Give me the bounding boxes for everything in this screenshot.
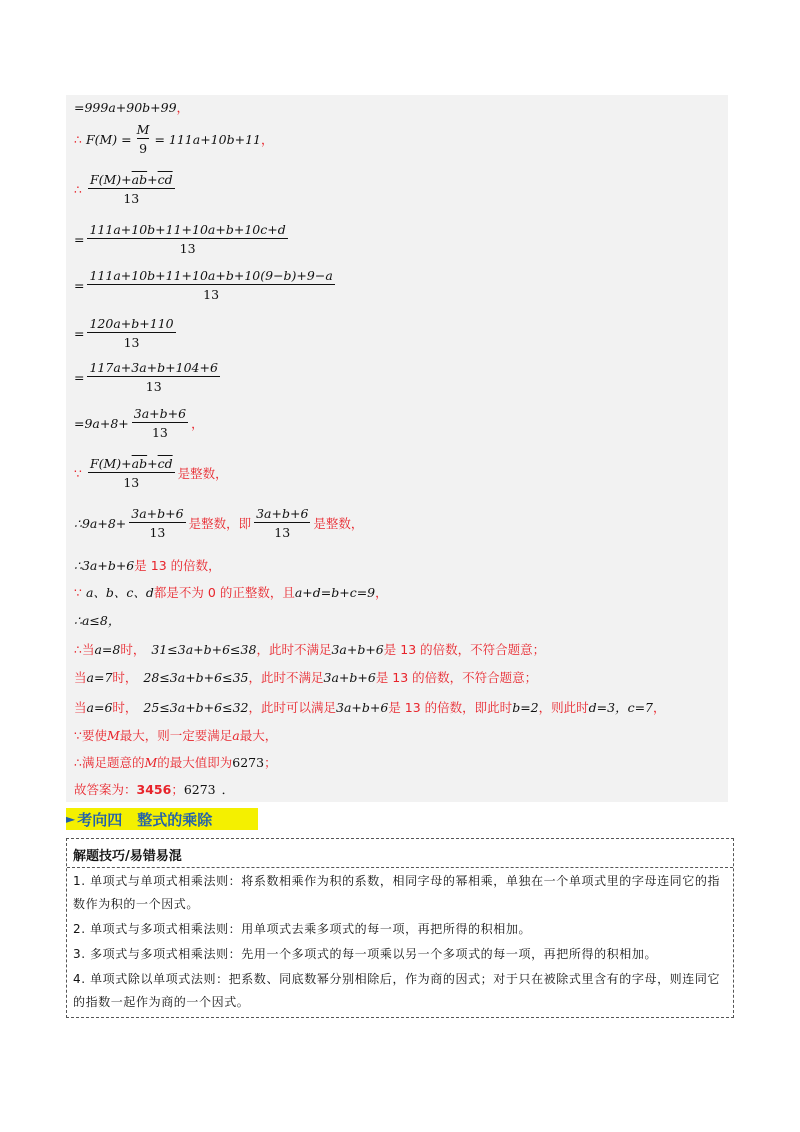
- fraction: $\frac{3a+b+6}{13}$: [133, 406, 187, 440]
- fraction: $\frac{111a+10b+11+10a+b+10c+d}{13}$: [89, 222, 286, 256]
- divider: [67, 867, 733, 868]
- therefore-symbol: ∴: [74, 181, 82, 197]
- equation: =999a+90b+99: [74, 99, 177, 115]
- solution-line-8: =9a+8+ $\frac{3a+b+6}{13}$ ，: [74, 406, 204, 440]
- solution-line-9: ∵ $\frac{F(M)+\overline{ab}+\overline{cd}}{13}$ 是整数，: [74, 456, 228, 490]
- triangle-arrow-icon: ►: [66, 812, 76, 826]
- equation: = 111a+10b+11: [154, 131, 261, 147]
- solution-line-1: [74, 98, 189, 116]
- solution-line-6: = $\frac{120a+b+110}{13}$: [74, 316, 174, 350]
- fraction: $\frac{F(M)+\overline{ab}+\overline{cd}}{13}$: [89, 456, 173, 490]
- fraction: $\frac{M}{9}$: [136, 122, 150, 156]
- solution-line-10: ∴9a+8+ $\frac{3a+b+6}{13}$ 是整数，即 $\frac{3a+b+6}{13}$ 是整数，: [74, 506, 364, 540]
- punctuation: ，: [260, 132, 274, 147]
- solution-line-4: = $\frac{111a+10b+11+10a+b+10c+d}{13}$: [74, 222, 286, 256]
- answer-1: 3456: [136, 781, 172, 797]
- tip-item: 4. 单项式除以单项式法则：把系数、同底数幂分别相除后，作为商的因式；对于只在被除式里含有的字母，则连同它的指数一起作为商的一个因式。: [73, 972, 721, 1009]
- fraction: $\frac{120a+b+110}{13}$: [89, 316, 174, 350]
- because-symbol: ∵: [74, 465, 82, 481]
- tip-item: 2. 单项式与多项式相乘法则：用单项式去乘多项式的每一项，再把所得的积相加。: [73, 922, 532, 936]
- solution-line-15: 当 a=7 时， 28≤3a+b+6≤35 ，此时不满足 3a+b+6 是 13 的倍数，不符合题意；: [74, 669, 538, 685]
- heading-title: 考向四 整式的乘除: [77, 810, 213, 829]
- tips-box: [66, 838, 734, 1018]
- solution-line-13: ∴a≤8，: [74, 613, 121, 628]
- tip-item: 3. 多项式与多项式相乘法则：先用一个多项式的每一项乘以另一个多项式的每一项，再把所得的积相加。: [73, 947, 658, 961]
- solution-line-18: ∴满足题意的 M 的最大值即为 6273 ；: [74, 754, 277, 770]
- solution-line-5: = $\frac{111a+10b+11+10a+b+10(9-b)+9-a}{13}$: [74, 268, 333, 302]
- answer-2: 6273: [183, 781, 216, 797]
- solution-line-3: [74, 172, 178, 206]
- solution-line-14: ∴当 a=8 时， 31≤3a+b+6≤38 ，此时不满足 3a+b+6 是 13 的倍数，不符合题意；: [74, 641, 546, 657]
- solution-line-19: 故答案为： 3456 ； 6273 ．: [74, 781, 235, 797]
- therefore-symbol: ∴: [74, 131, 82, 147]
- solution-line-12: ∵ a、b、c、d 都是不为 0 的正整数，且 a+d=b+c=9 ，: [74, 584, 388, 600]
- solution-line-16: 当 a=6 时， 25≤3a+b+6≤32 ，此时可以满足 3a+b+6 是 13 的倍数，即此时 b=2 ，则此时 d=3，c=7 ，: [74, 699, 666, 715]
- fraction: $\frac{117a+3a+b+104+6}{13}$: [89, 360, 218, 394]
- fraction: $\frac{F(M)+\overline{ab}+\overline{cd}}{13}$: [89, 172, 173, 206]
- equation: F(M) =: [85, 131, 132, 147]
- solution-line-2: [74, 122, 274, 156]
- fraction: $\frac{111a+10b+11+10a+b+10(9-b)+9-a}{13}$: [89, 268, 333, 302]
- solution-line-11: ∴3a+b+6 是 13 的倍数，: [74, 557, 221, 573]
- solution-line-17: ∵要使 M 最大，则一定要满足 a 最大，: [74, 727, 278, 743]
- tips-title: 解题技巧/易错易混: [73, 849, 182, 864]
- fraction: $\frac{3a+b+6}{13}$: [256, 506, 309, 540]
- punctuation: ，: [176, 100, 190, 115]
- solution-line-7: = $\frac{117a+3a+b+104+6}{13}$: [74, 360, 218, 394]
- tip-item: 1. 单项式与单项式相乘法则：将系数相乘作为积的系数，相同字母的幂相乘，单独在一个单项式里的字母连同它的指数作为积的一个因式。: [73, 874, 721, 911]
- section-heading: [66, 808, 258, 830]
- fraction: $\frac{3a+b+6}{13}$: [131, 506, 184, 540]
